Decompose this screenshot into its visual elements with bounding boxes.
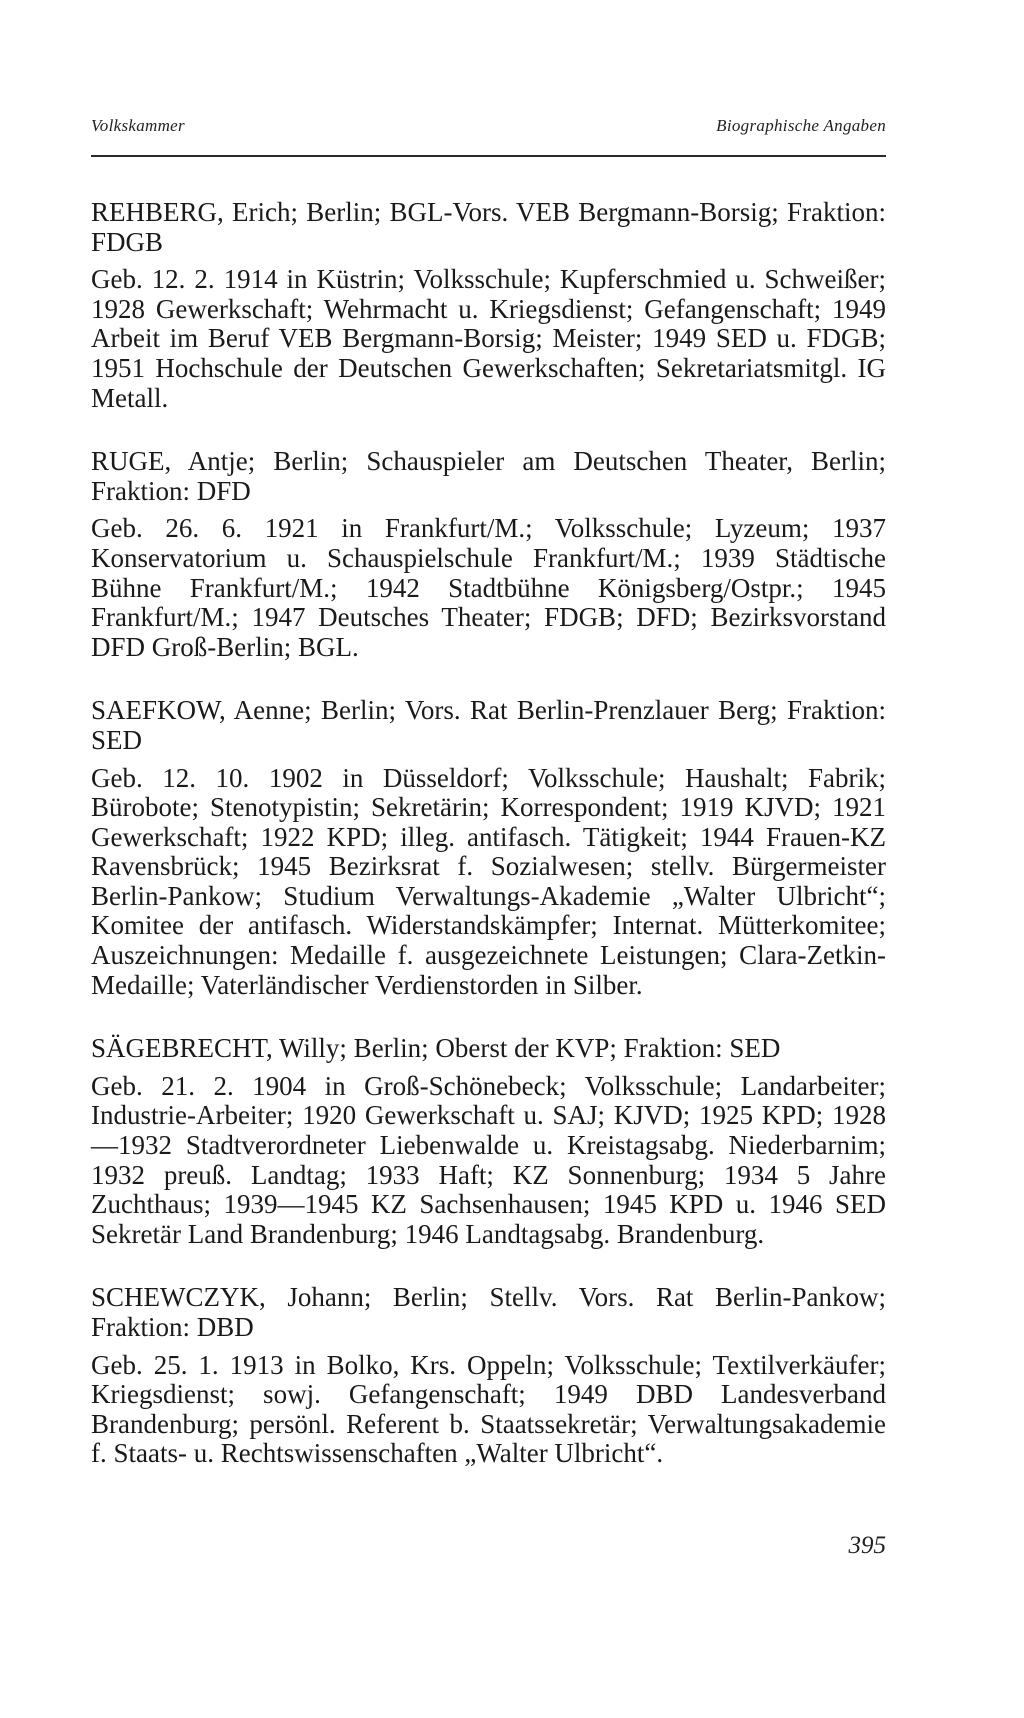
entry-body: Geb. 12. 10. 1902 in Düsseldorf; Volksschule; Haushalt; Fabrik; Bürobote; Stenotypistin; Sekretärin; Korrespondent; 1919 KJVD; 1921 Gewerkschaft; 1922 KPD; illeg. antifasch. Tätigkeit; 1944 Frauen-KZ Ravensbrück; 1945 Bezirksrat f. Sozialwesen; stellv. Bürgermeister Berlin-Pankow; Studium Verwaltungs-Akademie „Walter Ulbricht“; Komitee der antifasch. Widerstandskämpfer; Internat. Mütterkomitee; Auszeichnungen: Medaille f. ausgezeichnete Leistungen; Clara-Zetkin-Medaille; Vaterländischer Verdienstorden in Silber. xyxy=(91,762,886,1000)
entry-heading: SAEFKOW, Aenne; Berlin; Vors. Rat Berlin-Prenzlauer Berg; Fraktion: SED xyxy=(91,695,886,755)
entry-heading: REHBERG, Erich; Berlin; BGL-Vors. VEB Bergmann-Borsig; Fraktion: FDGB xyxy=(91,197,886,257)
biography-entry-saegebrecht xyxy=(91,1034,886,1249)
entry-heading: RUGE, Antje; Berlin; Schauspieler am Deutschen Theater, Berlin; Fraktion: DFD xyxy=(91,446,886,506)
biography-entry-rehberg xyxy=(91,198,886,413)
biography-entry-ruge xyxy=(91,447,886,662)
running-head xyxy=(91,116,886,140)
entry-body: Geb. 25. 1. 1913 in Bolko, Krs. Oppeln; Volksschule; Textilverkäufer; Kriegsdienst; sowj. Gefangenschaft; 1949 DBD Landesverband Brandenburg; persönl. Referent b. Staatssekretär; Verwaltungsakademie f. Staats- u. Rechtswissenschaften „Walter Ulbricht“. xyxy=(91,1349,886,1469)
biography-entry-saefkow xyxy=(91,696,886,1000)
entry-heading: SCHEWCZYK, Johann; Berlin; Stellv. Vors. Rat Berlin-Pankow; Fraktion: DBD xyxy=(91,1282,886,1342)
running-head-right: Biographische Angaben xyxy=(716,116,886,135)
entry-body: Geb. 26. 6. 1921 in Frankfurt/M.; Volksschule; Lyzeum; 1937 Konservatorium u. Schauspielschule Frankfurt/M.; 1939 Städtische Bühne Frankfurt/M.; 1942 Stadtbühne Königsberg/Ostpr.; 1945 Frankfurt/M.; 1947 Deutsches Theater; FDGB; DFD; Bezirksvorstand DFD Groß-Berlin; BGL. xyxy=(91,513,886,662)
header-rule xyxy=(91,155,886,157)
document-page xyxy=(91,0,886,1718)
page-number: 395 xyxy=(848,1532,886,1559)
entry-heading: SÄGEBRECHT, Willy; Berlin; Oberst der KVP; Fraktion: SED xyxy=(91,1033,781,1064)
entry-body: Geb. 12. 2. 1914 in Küstrin; Volksschule; Kupferschmied u. Schweißer; 1928 Gewerkschaft; Wehrmacht u. Kriegsdienst; Gefangenschaft; 1949 Arbeit im Beruf VEB Bergmann-Borsig; Meister; 1949 SED u. FDGB; 1951 Hochschule der Deutschen Gewerkschaften; Sekretariatsmitgl. IG Metall. xyxy=(91,264,886,413)
running-head-left: Volkskammer xyxy=(91,116,185,135)
biography-entries xyxy=(91,198,886,1503)
entry-body: Geb. 21. 2. 1904 in Groß-Schönebeck; Volksschule; Landarbeiter; Industrie-Arbeiter; 1920 Gewerkschaft u. SAJ; KJVD; 1925 KPD; 1928—1932 Stadtverordneter Liebenwalde u. Kreistagsabg. Niederbarnim; 1932 preuß. Landtag; 1933 Haft; KZ Sonnenburg; 1934 5 Jahre Zuchthaus; 1939—1945 KZ Sachsenhausen; 1945 KPD u. 1946 SED Sekretär Land Brandenburg; 1946 Landtagsabg. Brandenburg. xyxy=(91,1070,886,1249)
biography-entry-schewczyk xyxy=(91,1283,886,1469)
